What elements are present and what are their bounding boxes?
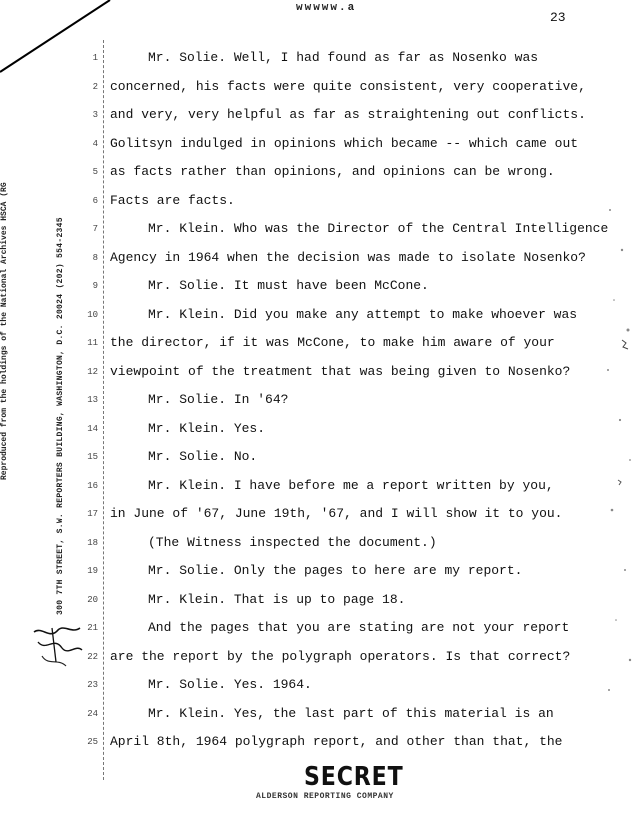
line-number: 10 <box>87 309 98 320</box>
transcript-line: Mr. Solie. Well, I had found as far as Nosenko was <box>148 50 539 65</box>
transcript-line: Mr. Klein. Yes, the last part of this material is an <box>148 705 554 721</box>
page-number: 23 <box>550 10 566 25</box>
transcript-line: are the report by the polygraph operators. Is that correct? <box>110 648 571 664</box>
corner-fold-line <box>0 0 120 80</box>
transcript-line: Mr. Klein. Who was the Director of the Central Intelligence <box>148 221 609 236</box>
left-margin-rule <box>103 40 104 780</box>
line-number: 9 <box>92 281 98 291</box>
line-number: 1 <box>92 53 98 63</box>
transcript-line: (The Witness inspected the document.) <box>148 534 437 550</box>
transcript-line: Mr. Klein. Yes. <box>148 420 266 436</box>
line-number: 17 <box>87 509 98 519</box>
transcript-line: the director, if it was McCone, to make him aware of your <box>110 335 555 350</box>
line-number: 24 <box>87 708 98 719</box>
line-number: 8 <box>92 252 98 263</box>
transcript-line: Mr. Solie. Only the pages to here are my report. <box>148 563 523 578</box>
transcript-line: April 8th, 1964 polygraph report, and other than that, the <box>110 734 563 749</box>
transcript-line: in June of '67, June 19th, '67, and I will show it to you. <box>110 506 563 521</box>
line-number: 2 <box>92 81 98 92</box>
line-number: 18 <box>87 537 98 548</box>
transcript-line: Mr. Klein. That is up to page 18. <box>148 591 406 607</box>
transcript-line: Agency in 1964 when the decision was made to isolate Nosenko? <box>110 249 586 265</box>
transcript-line: Mr. Solie. In '64? <box>148 392 289 407</box>
transcript-line: as facts rather than opinions, and opinions can be wrong. <box>110 164 555 179</box>
line-number: 13 <box>87 395 98 405</box>
secret-stamp: SECRET <box>304 762 404 792</box>
transcript-line: and very, very helpful as far as straightening out conflicts. <box>110 107 586 122</box>
line-number: 7 <box>92 224 98 234</box>
transcript-line: concerned, his facts were quite consistent, very cooperative, <box>110 78 586 94</box>
line-number: 3 <box>92 110 98 120</box>
reporter-address-margin: 300 7TH STREET, S.W. REPORTERS BUILDING, WASHINGTON, D.C. 20024 (202) 554-2345 <box>56 217 65 615</box>
line-number: 19 <box>87 566 98 576</box>
line-number: 14 <box>87 423 98 434</box>
header-garbled-text: wwwww.a <box>296 2 357 14</box>
line-number: 12 <box>87 366 98 377</box>
transcript-line: Mr. Solie. No. <box>148 449 258 464</box>
transcript-line: Mr. Klein. I have before me a report written by you, <box>148 477 554 493</box>
transcript-line: viewpoint of the treatment that was being given to Nosenko? <box>110 363 571 379</box>
reporting-company: ALDERSON REPORTING COMPANY <box>256 792 394 801</box>
line-number: 21 <box>87 623 98 633</box>
archive-note-margin: Reproduced from the holdings of the National Archives HSCA (RG <box>0 182 9 480</box>
line-number: 23 <box>87 680 98 690</box>
handwritten-mark <box>28 622 88 672</box>
line-number: 20 <box>87 594 98 605</box>
transcript-line: Facts are facts. <box>110 192 235 208</box>
transcript-line: Golitsyn indulged in opinions which became -- which came out <box>110 135 579 151</box>
transcript-line: Mr. Klein. Did you make any attempt to make whoever was <box>148 306 578 322</box>
line-number: 6 <box>92 195 98 206</box>
line-number: 25 <box>87 737 98 747</box>
line-number: 15 <box>87 452 98 462</box>
transcript-line: Mr. Solie. Yes. 1964. <box>148 677 312 692</box>
transcript-line: And the pages that you are stating are not your report <box>148 620 570 635</box>
line-number: 5 <box>92 167 98 177</box>
line-number: 4 <box>92 138 98 149</box>
line-number: 16 <box>87 480 98 491</box>
line-number: 11 <box>87 338 98 348</box>
line-number: 22 <box>87 651 98 662</box>
transcript-line: Mr. Solie. It must have been McCone. <box>148 278 429 293</box>
